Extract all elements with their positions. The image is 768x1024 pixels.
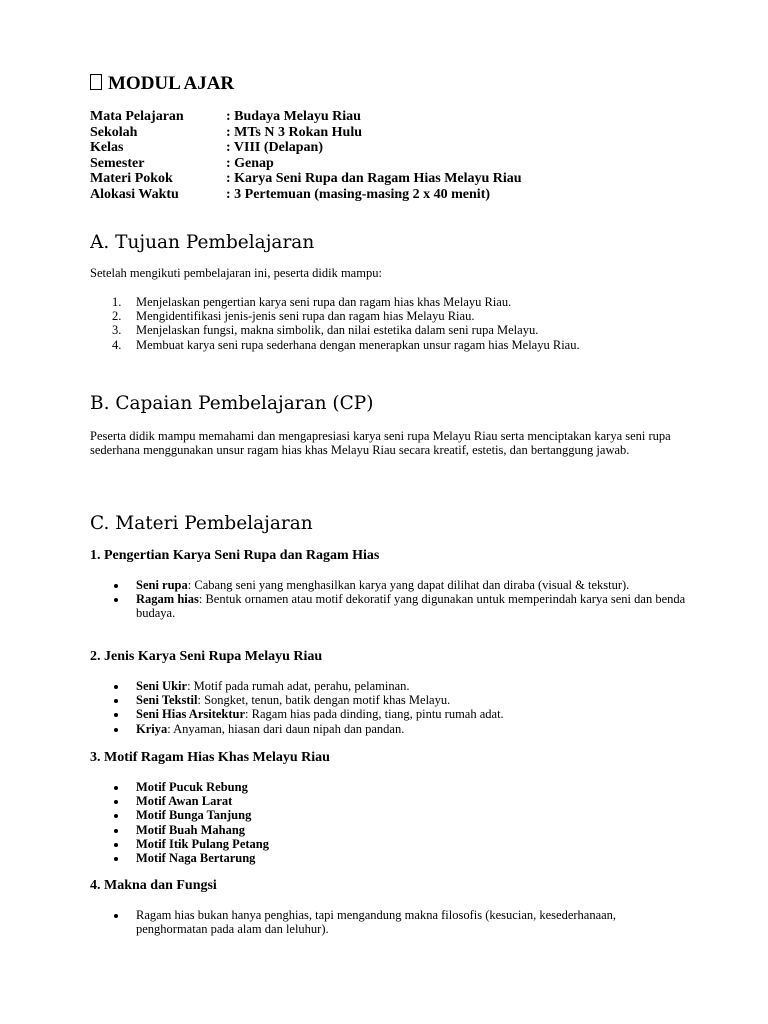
section-heading-materi: C. Materi Pembelajaran <box>90 513 313 534</box>
tujuan-intro: Setelah mengikuti pembelajaran ini, peserta didik mampu: <box>90 266 382 280</box>
list-item: Motif Buah Mahang <box>108 823 688 837</box>
list-item: Seni Tekstil: Songket, tenun, batik dengan motif khas Melayu. <box>108 693 688 707</box>
list-item: Seni Hias Arsitektur: Ragam hias pada dinding, tiang, pintu rumah adat. <box>108 707 688 721</box>
motif-list <box>108 780 688 865</box>
info-value: : VIII (Delapan) <box>226 140 323 155</box>
info-value: : MTs N 3 Rokan Hulu <box>226 124 363 140</box>
info-row <box>90 140 522 156</box>
list-item: Motif Naga Bertarung <box>108 851 688 865</box>
bullet-icon <box>114 584 118 588</box>
tujuan-list <box>108 295 688 352</box>
bullet-icon <box>114 843 118 847</box>
document-title: MODUL AJAR <box>90 72 234 96</box>
info-label: Sekolah <box>90 124 138 140</box>
subsection-heading-3: 3. Motif Ragam Hias Khas Melayu Riau <box>90 750 330 765</box>
list-item: Motif Bunga Tanjung <box>108 808 688 822</box>
info-label: Semester <box>90 155 145 171</box>
bullet-icon <box>114 728 118 732</box>
list-item: 1. Menjelaskan pengertian karya seni rupa dan ragam hias khas Melayu Riau. <box>112 295 512 309</box>
missing-glyph-box-icon <box>90 74 102 90</box>
list-item: Kriya: Anyaman, hiasan dari daun nipah dan pandan. <box>108 722 688 736</box>
bullet-icon <box>114 857 118 861</box>
list-item: Ragam hias bukan hanya penghias, tapi mengandung makna filosofis (kesucian, kesederhanaan, penghormatan pada alam dan leluhur). <box>108 908 688 936</box>
jenis-list <box>108 679 688 736</box>
info-row <box>90 156 522 172</box>
section-heading-capaian: B. Capaian Pembelajaran (CP) <box>90 393 374 414</box>
info-label: Alokasi Waktu <box>90 186 179 202</box>
list-item: Seni Ukir: Motif pada rumah adat, perahu, pelaminan. <box>108 679 688 693</box>
list-item: 2. Mengidentifikasi jenis-jenis seni rupa dan ragam hias Melayu Riau. <box>112 309 475 324</box>
list-item: Motif Itik Pulang Petang <box>108 837 688 851</box>
info-row <box>90 187 522 203</box>
bullet-icon <box>114 914 118 918</box>
list-item: 4. Membuat karya seni rupa sederhana dengan menerapkan unsur ragam hias Melayu Riau. <box>112 337 580 352</box>
bullet-icon <box>114 685 118 689</box>
subsection-heading-1: 1. Pengertian Karya Seni Rupa dan Ragam Hias <box>90 548 380 563</box>
info-value: : Karya Seni Rupa dan Ragam Hias Melayu Riau <box>226 171 522 186</box>
makna-list <box>108 908 688 936</box>
info-label: Materi Pokok <box>90 171 173 186</box>
module-info-table <box>90 109 522 202</box>
info-label: Kelas <box>90 140 124 155</box>
subsection-heading-2: 2. Jenis Karya Seni Rupa Melayu Riau <box>90 649 323 664</box>
bullet-icon <box>114 598 118 602</box>
info-row <box>90 171 522 187</box>
info-value: : 3 Pertemuan (masing-masing 2 x 40 menit) <box>226 186 491 202</box>
info-value: : Budaya Melayu Riau <box>226 109 361 124</box>
list-item: Motif Pucuk Rebung <box>108 780 688 794</box>
info-value: : Genap <box>226 155 274 171</box>
capaian-text: Peserta didik mampu memahami dan mengapresiasi karya seni rupa Melayu Riau serta menciptakan karya seni rupa sederhana menggunakan unsur ragam hias khas Melayu Riau secara kreatif, estetis, dan bertanggung jawab. <box>90 429 671 458</box>
subsection-heading-4: 4. Makna dan Fungsi <box>90 878 217 893</box>
list-item: Seni rupa: Cabang seni yang menghasilkan karya yang dapat dilihat dan diraba (visual & tekstur). <box>108 578 688 592</box>
bullet-icon <box>114 800 118 804</box>
bullet-icon <box>114 829 118 833</box>
list-item: 3. Menjelaskan fungsi, makna simbolik, dan nilai estetika dalam seni rupa Melayu. <box>112 323 539 338</box>
list-item: Motif Awan Larat <box>108 794 688 808</box>
info-label: Mata Pelajaran <box>90 109 184 124</box>
info-row <box>90 109 522 125</box>
pengertian-list <box>108 578 688 621</box>
bullet-icon <box>114 786 118 790</box>
bullet-icon <box>114 713 118 717</box>
info-row <box>90 125 522 141</box>
section-heading-tujuan: A. Tujuan Pembelajaran <box>90 232 315 253</box>
list-item: Ragam hias: Bentuk ornamen atau motif dekoratif yang digunakan untuk memperindah karya seni dan benda budaya. <box>108 592 688 620</box>
bullet-icon <box>114 699 118 703</box>
bullet-icon <box>114 814 118 818</box>
